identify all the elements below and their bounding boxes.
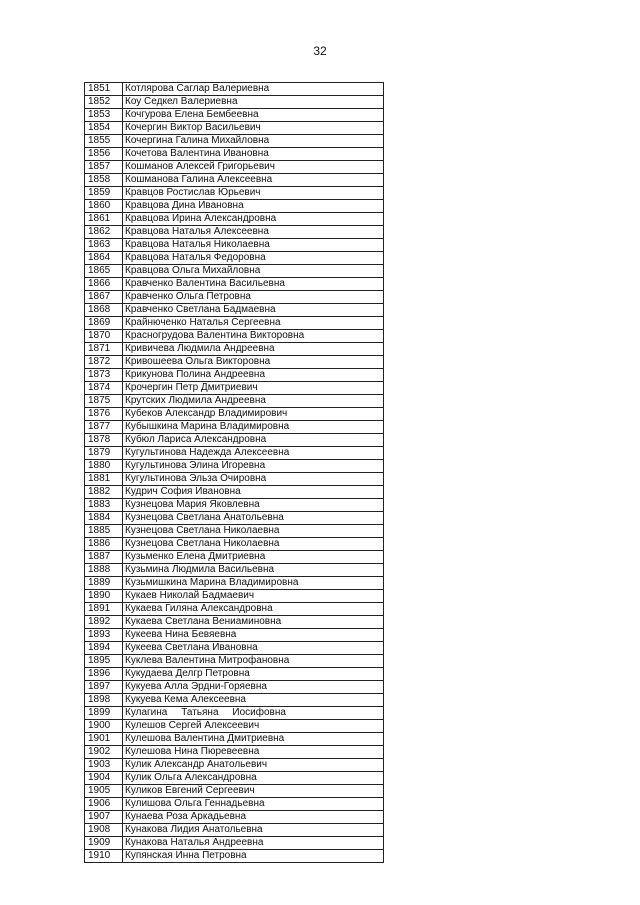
person-name: Кулик Александр Анатольевич: [123, 759, 384, 772]
row-number: 1864: [85, 252, 123, 265]
table-row: [85, 408, 384, 421]
person-name: Кукаева Гиляна Александровна: [123, 603, 384, 616]
row-number: 1851: [85, 83, 123, 96]
person-name: Кукудаева Делгр Петровна: [123, 668, 384, 681]
table-row: [85, 200, 384, 213]
person-name: Коу Седкел Валериевна: [123, 96, 384, 109]
person-name: Кубеков Александр Владимирович: [123, 408, 384, 421]
table-row: [85, 460, 384, 473]
person-name: Кугультинова Надежда Алексеевна: [123, 447, 384, 460]
person-name: Кузнецова Мария Яковлевна: [123, 499, 384, 512]
row-number: 1859: [85, 187, 123, 200]
row-number: 1871: [85, 343, 123, 356]
table-row: [85, 616, 384, 629]
table-row: [85, 252, 384, 265]
row-number: 1878: [85, 434, 123, 447]
person-name: Кудрич София Ивановна: [123, 486, 384, 499]
table-body: [85, 83, 384, 863]
table-row: [85, 369, 384, 382]
person-name: Кочетова Валентина Ивановна: [123, 148, 384, 161]
person-name: Кравченко Ольга Петровна: [123, 291, 384, 304]
row-number: 1904: [85, 772, 123, 785]
person-name: Кубышкина Марина Владимировна: [123, 421, 384, 434]
table-row: [85, 811, 384, 824]
person-name: Крикунова Полина Андреевна: [123, 369, 384, 382]
table-row: [85, 291, 384, 304]
row-number: 1879: [85, 447, 123, 460]
row-number: 1882: [85, 486, 123, 499]
row-number: 1886: [85, 538, 123, 551]
person-name: Кукуева Кема Алексеевна: [123, 694, 384, 707]
row-number: 1881: [85, 473, 123, 486]
table-row: [85, 499, 384, 512]
table-row: [85, 135, 384, 148]
row-number: 1854: [85, 122, 123, 135]
person-name: Кукаева Светлана Вениаминовна: [123, 616, 384, 629]
table-row: [85, 486, 384, 499]
table-row: [85, 122, 384, 135]
person-name: Кукеева Нина Бевяевна: [123, 629, 384, 642]
person-name: Кунаева Роза Аркадьевна: [123, 811, 384, 824]
table-row: [85, 343, 384, 356]
table-row: [85, 772, 384, 785]
row-number: 1880: [85, 460, 123, 473]
table-row: [85, 330, 384, 343]
row-number: 1887: [85, 551, 123, 564]
row-number: 1885: [85, 525, 123, 538]
table-row: [85, 213, 384, 226]
row-number: 1895: [85, 655, 123, 668]
row-number: 1857: [85, 161, 123, 174]
row-number: 1874: [85, 382, 123, 395]
person-name: Кулишова Ольга Геннадьевна: [123, 798, 384, 811]
table-row: [85, 512, 384, 525]
person-name: Кочгурова Елена Бембеевна: [123, 109, 384, 122]
table-row: [85, 265, 384, 278]
row-number: 1884: [85, 512, 123, 525]
row-number: 1890: [85, 590, 123, 603]
row-number: 1865: [85, 265, 123, 278]
person-name: Крутских Людмила Андреевна: [123, 395, 384, 408]
table-row: [85, 798, 384, 811]
table-row: [85, 109, 384, 122]
row-number: 1903: [85, 759, 123, 772]
table-row: [85, 538, 384, 551]
row-number: 1883: [85, 499, 123, 512]
person-name: Кузнецова Светлана Николаевна: [123, 525, 384, 538]
row-number: 1897: [85, 681, 123, 694]
table-row: [85, 655, 384, 668]
person-name: Котлярова Саглар Валериевна: [123, 83, 384, 96]
table-row: [85, 447, 384, 460]
person-name: Красногрудова Валентина Викторовна: [123, 330, 384, 343]
table-row: [85, 733, 384, 746]
person-name: Кунакова Лидия Анатольевна: [123, 824, 384, 837]
person-name: Крочергин Петр Дмитриевич: [123, 382, 384, 395]
person-name: Кукуева Алла Эрдни-Горяевна: [123, 681, 384, 694]
table-row: [85, 278, 384, 291]
table-row: [85, 83, 384, 96]
row-number: 1858: [85, 174, 123, 187]
table-row: [85, 824, 384, 837]
table-row: [85, 317, 384, 330]
table-row: [85, 187, 384, 200]
table-row: [85, 395, 384, 408]
row-number: 1892: [85, 616, 123, 629]
row-number: 1855: [85, 135, 123, 148]
table-row: [85, 746, 384, 759]
row-number: 1868: [85, 304, 123, 317]
person-name: Кравцова Дина Ивановна: [123, 200, 384, 213]
row-number: 1893: [85, 629, 123, 642]
table-row: [85, 174, 384, 187]
person-name: Кулешова Нина Пюревеевна: [123, 746, 384, 759]
person-name: Кузьмишкина Марина Владимировна: [123, 577, 384, 590]
person-name: Кулик Ольга Александровна: [123, 772, 384, 785]
person-name: Кугультинова Элина Игоревна: [123, 460, 384, 473]
person-name: Кукеева Светлана Ивановна: [123, 642, 384, 655]
table-row: [85, 694, 384, 707]
person-name: Кравцов Ростислав Юрьевич: [123, 187, 384, 200]
person-name: Купянская Инна Петровна: [123, 850, 384, 863]
person-name: Крайнюченко Наталья Сергеевна: [123, 317, 384, 330]
row-number: 1900: [85, 720, 123, 733]
row-number: 1891: [85, 603, 123, 616]
row-number: 1862: [85, 226, 123, 239]
table-row: [85, 304, 384, 317]
table-row: [85, 603, 384, 616]
table-row: [85, 382, 384, 395]
row-number: 1894: [85, 642, 123, 655]
person-name: Кошманова Галина Алексеевна: [123, 174, 384, 187]
row-number: 1852: [85, 96, 123, 109]
row-number: 1910: [85, 850, 123, 863]
person-name: Кравцова Наталья Федоровна: [123, 252, 384, 265]
row-number: 1869: [85, 317, 123, 330]
person-name: Кравченко Валентина Васильевна: [123, 278, 384, 291]
table-row: [85, 707, 384, 720]
person-name: Кулешова Валентина Дмитриевна: [123, 733, 384, 746]
person-name: Кривичева Людмила Андреевна: [123, 343, 384, 356]
row-number: 1907: [85, 811, 123, 824]
row-number: 1876: [85, 408, 123, 421]
person-name: Кравцова Наталья Алексеевна: [123, 226, 384, 239]
row-number: 1909: [85, 837, 123, 850]
table-row: [85, 668, 384, 681]
table-row: [85, 421, 384, 434]
table-row: [85, 96, 384, 109]
table-row: [85, 850, 384, 863]
table-row: [85, 564, 384, 577]
row-number: 1853: [85, 109, 123, 122]
row-number: 1867: [85, 291, 123, 304]
row-number: 1856: [85, 148, 123, 161]
row-number: 1889: [85, 577, 123, 590]
row-number: 1905: [85, 785, 123, 798]
table-row: [85, 148, 384, 161]
person-name: Куклева Валентина Митрофановна: [123, 655, 384, 668]
row-number: 1870: [85, 330, 123, 343]
person-name: Кочергина Галина Михайловна: [123, 135, 384, 148]
person-name: Кулешов Сергей Алексеевич: [123, 720, 384, 733]
table-row: [85, 629, 384, 642]
table-row: [85, 577, 384, 590]
row-number: 1901: [85, 733, 123, 746]
row-number: 1863: [85, 239, 123, 252]
table-row: [85, 356, 384, 369]
person-name: Кунакова Наталья Андреевна: [123, 837, 384, 850]
row-number: 1872: [85, 356, 123, 369]
person-name: Кузьменко Елена Дмитриевна: [123, 551, 384, 564]
table-row: [85, 551, 384, 564]
row-number: 1908: [85, 824, 123, 837]
table-row: [85, 720, 384, 733]
table-row: [85, 642, 384, 655]
row-number: 1875: [85, 395, 123, 408]
row-number: 1888: [85, 564, 123, 577]
row-number: 1899: [85, 707, 123, 720]
row-number: 1896: [85, 668, 123, 681]
page-number: 32: [313, 44, 327, 58]
table-row: [85, 837, 384, 850]
person-name: Кравцова Наталья Николаевна: [123, 239, 384, 252]
row-number: 1866: [85, 278, 123, 291]
row-number: 1898: [85, 694, 123, 707]
table-row: [85, 759, 384, 772]
person-name: Кочергин Виктор Васильевич: [123, 122, 384, 135]
person-name: Кузнецова Светлана Николаевна: [123, 538, 384, 551]
table-row: [85, 525, 384, 538]
person-name: Кузьмина Людмила Васильевна: [123, 564, 384, 577]
person-name: Кривошеева Ольга Викторовна: [123, 356, 384, 369]
row-number: 1877: [85, 421, 123, 434]
person-name: Кукаев Николай Бадмаевич: [123, 590, 384, 603]
names-table: [84, 82, 384, 863]
person-name: Кравцова Ольга Михайловна: [123, 265, 384, 278]
person-name: Куликов Евгений Сергеевич: [123, 785, 384, 798]
table-row: [85, 434, 384, 447]
person-name: Кубюл Лариса Александровна: [123, 434, 384, 447]
table-row: [85, 473, 384, 486]
table-row: [85, 226, 384, 239]
person-name: Кулагина Татьяна Иосифовна: [123, 707, 384, 720]
row-number: 1906: [85, 798, 123, 811]
person-name: Кравцова Ирина Александровна: [123, 213, 384, 226]
table-row: [85, 161, 384, 174]
row-number: 1902: [85, 746, 123, 759]
person-name: Кошманов Алексей Григорьевич: [123, 161, 384, 174]
table-row: [85, 681, 384, 694]
table-row: [85, 590, 384, 603]
person-name: Кузнецова Светлана Анатольевна: [123, 512, 384, 525]
row-number: 1873: [85, 369, 123, 382]
table-row: [85, 785, 384, 798]
table-row: [85, 239, 384, 252]
row-number: 1861: [85, 213, 123, 226]
person-name: Кравченко Светлана Бадмаевна: [123, 304, 384, 317]
row-number: 1860: [85, 200, 123, 213]
person-name: Кугультинова Эльза Очировна: [123, 473, 384, 486]
